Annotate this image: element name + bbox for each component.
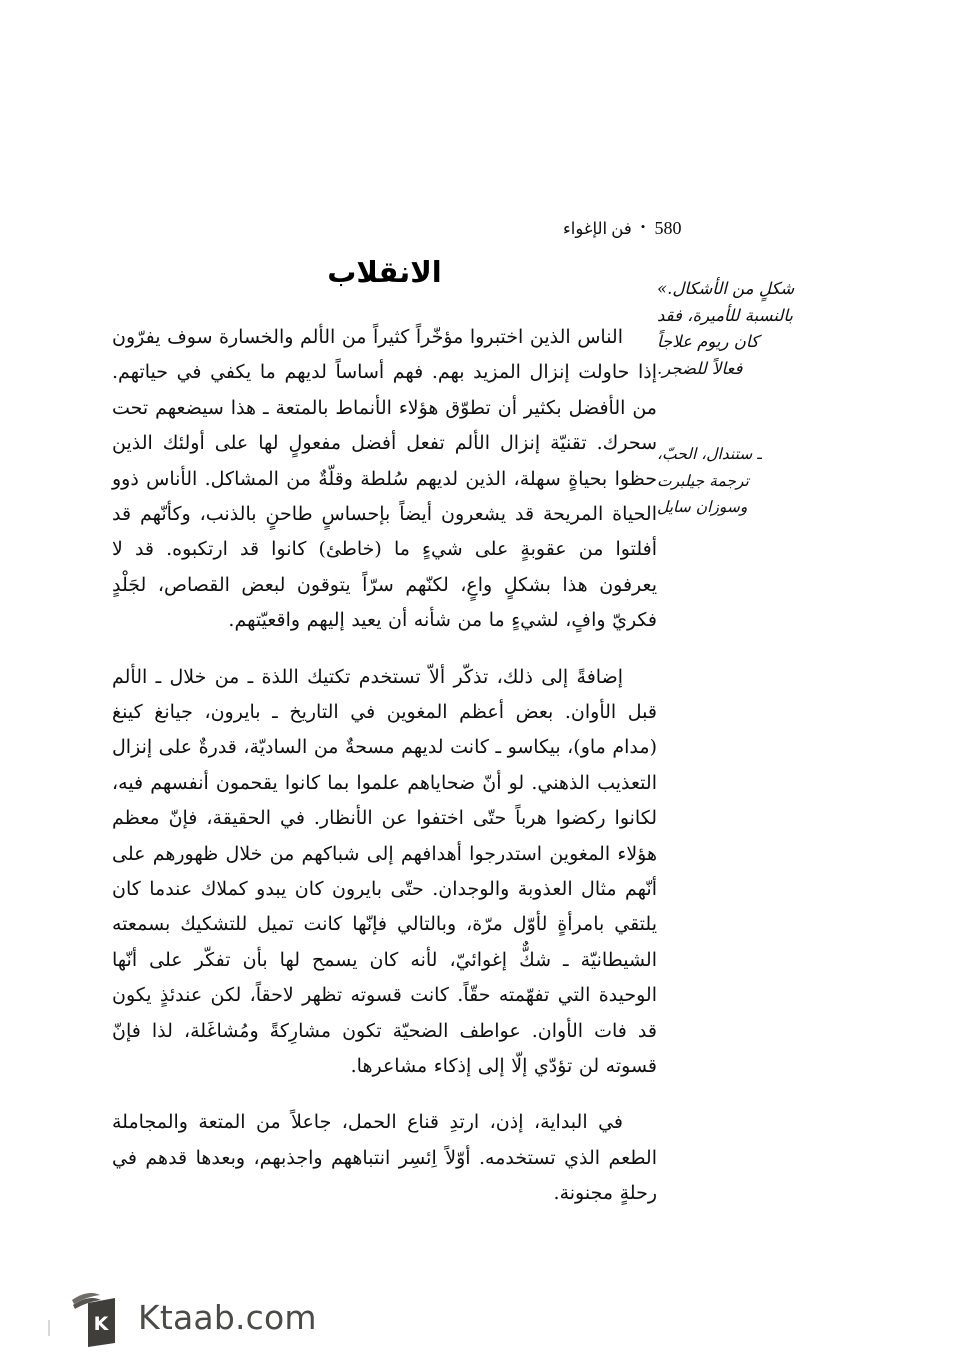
- svg-text:K: K: [93, 1313, 109, 1335]
- margin-quote-line: فعالاً للضجر.: [657, 359, 743, 379]
- paragraph-text: في البداية، إذن، ارتدِ قناع الحمل، جاعلاً من المتعة والمجاملة الطعم الذي تستخدمه. أوّلاً اِئسِر انتباههم واجذبهم، وبعدها قدهم في رحلةٍ مجنونة.: [112, 1111, 657, 1205]
- book-title: فن الإغواء: [563, 219, 632, 238]
- margin-quote-line: بالنسبة للأميرة، فقد: [657, 305, 793, 325]
- separator-bullet: •: [640, 219, 646, 234]
- running-head: [563, 218, 833, 240]
- body-paragraph: [112, 1105, 657, 1211]
- page-edge-tick: [48, 1320, 50, 1336]
- book-logo-icon: [70, 1286, 128, 1348]
- paragraph-text: الناس الذين اختبروا مؤخّراً كثيراً من الألم والخسارة سوف يفرّون إذا حاولت إنزال المزيد بهم. فهم أساساً لديهم ما يكفي في حياتهم. من الأفضل بكثير أن تطوّق هؤلاء الأنماط بالمتعة ـ هذا سيضعهم تحت سحرك. تقنيّة إنزال الألم تفعل أفضل مفعولٍ لها على أولئك الذين حظوا بحياةٍ سهلة، الذين لديهم سُلطة وقلّةٌ من المشاكل. الأناس ذوو الحياة المريحة قد يشعرون أيضاً بإحساسٍ طاحنٍ بالذنب، وكأنّهم قد أفلتوا من عقوبةٍ على شيءٍ ما (خاطئ) كانوا قد ارتكبوه. قد لا يعرفون هذا بشكلٍ واعٍ، لكنّهم سرّاً يتوقون لبعض القصاص، لجَلْدٍ فكريّ وافٍ، لشيءٍ ما من شأنه أن يعيد إليهم واقعيّتهم.: [112, 325, 658, 632]
- page-number: 580: [654, 218, 682, 238]
- margin-source-line: ـ ستندال، الحبّ،: [657, 444, 762, 463]
- margin-source-line: وسوزان سايل: [657, 498, 748, 517]
- margin-source-line: ترجمة جيلبرت: [657, 471, 749, 490]
- body-paragraph: [112, 660, 657, 1085]
- margin-quote-attribution: [657, 441, 937, 521]
- site-watermark: [70, 1286, 317, 1348]
- margin-note-column: [657, 276, 937, 521]
- main-text-column: [112, 258, 657, 1212]
- margin-pull-quote: [657, 276, 937, 383]
- paragraph-text: إضافةً إلى ذلك، تذكّر ألاّ تستخدم تكتيك اللذة ـ من خلال ـ الألم قبل الأوان. بعض أعظم المغوين في التاريخ ـ بايرون، جيانغ كينغ (مدام ماو)، بيكاسو ـ كانت لديهم مسحةٌ من الساديّة، قدرةٌ على إنزال التعذيب الذهني. لو أنّ ضحاياهم علموا بما كانوا يقحمون أنفسهم فيه، لكانوا ركضوا هرباً حتّى اختفوا عن الأنظار. في الحقيقة، فإنّ معظم هؤلاء المغوين استدرجوا أهدافهم إلى شباكهم من خلال ظهورهم على أنّهم مثال العذوبة والوجدان. حتّى بايرون كان يبدو كملاك عندما كان يلتقي بامرأةٍ لأوّل مرّة، وبالتالي فإنّها كانت تميل للتشكيك بسمعته الشيطانيّة ـ شكٌّ إغوائيّ، لأنه كان يسمح لها بأن تفكّر على أنّها الوحيدة التي تفهّمته حقّاً. كانت قسوته تظهر لاحقاً، لكن عندئذٍ يكون قد فات الأوان. عواطف الضحيّة تكون مشارِكةً ومُشاغَلة، لذا فإنّ قسوته لن تؤدّي إلّا إلى إذكاء مشاعرها.: [112, 665, 657, 1078]
- margin-quote-line: كان ريوم علاجاً: [657, 332, 759, 352]
- section-title: الانقلاب: [327, 257, 442, 289]
- margin-quote-line: شكلٍ من الأشكال.»: [657, 279, 795, 298]
- body-paragraph: [112, 320, 657, 639]
- watermark-brand-text: Ktaab.com: [138, 1297, 317, 1337]
